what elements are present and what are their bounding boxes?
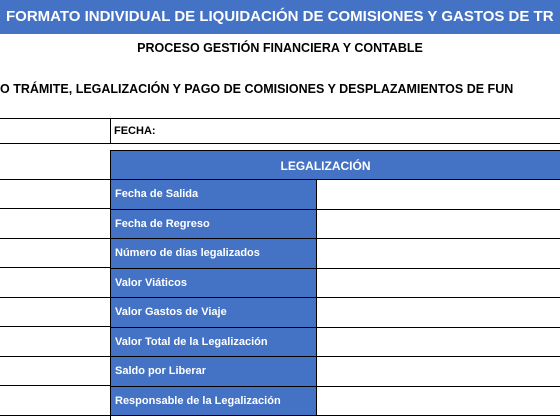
form-title: FORMATO INDIVIDUAL DE LIQUIDACIÓN DE COMISIONES Y GASTOS DE TR <box>0 0 560 34</box>
row-label-fecha-regreso: Fecha de Regreso <box>111 210 317 239</box>
value-cell-fecha-regreso[interactable] <box>317 210 560 239</box>
left-cell[interactable] <box>0 239 110 269</box>
left-cell[interactable] <box>0 209 110 239</box>
value-cell-gastos-viaje[interactable] <box>317 298 560 327</box>
date-row <box>0 118 560 144</box>
table-row <box>111 387 560 417</box>
left-cell[interactable] <box>0 386 110 416</box>
row-label-saldo-liberar: Saldo por Liberar <box>111 357 317 386</box>
column-divider <box>110 119 111 143</box>
table-row <box>111 180 560 210</box>
legalization-heading: LEGALIZACIÓN <box>111 150 560 180</box>
value-cell-responsable[interactable] <box>317 387 560 416</box>
table-row <box>111 210 560 240</box>
value-cell-valor-total[interactable] <box>317 328 560 357</box>
row-label-gastos-viaje: Valor Gastos de Viaje <box>111 298 317 327</box>
value-cell-fecha-salida[interactable] <box>317 180 560 209</box>
row-label-responsable: Responsable de la Legalización <box>111 387 317 416</box>
value-cell-valor-viaticos[interactable] <box>317 269 560 298</box>
left-cell[interactable] <box>0 268 110 298</box>
table-row <box>111 357 560 387</box>
row-label-valor-total: Valor Total de la Legalización <box>111 328 317 357</box>
left-cell[interactable] <box>0 298 110 328</box>
table-row <box>111 239 560 269</box>
left-empty-column <box>0 150 111 420</box>
left-cell[interactable] <box>0 357 110 387</box>
table-row <box>111 328 560 358</box>
left-cell[interactable] <box>0 150 110 180</box>
table-row <box>111 269 560 299</box>
row-label-dias-legalizados: Número de días legalizados <box>111 239 317 268</box>
date-label: FECHA: <box>114 125 156 137</box>
row-label-fecha-salida: Fecha de Salida <box>111 180 317 209</box>
value-cell-saldo-liberar[interactable] <box>317 357 560 386</box>
value-cell-dias-legalizados[interactable] <box>317 239 560 268</box>
process-subtitle: PROCESO GESTIÓN FINANCIERA Y CONTABLE <box>137 41 423 55</box>
left-cell[interactable] <box>0 180 110 210</box>
legalization-table <box>111 180 560 416</box>
left-cell[interactable] <box>0 327 110 357</box>
table-row <box>111 298 560 328</box>
procedure-heading: O TRÁMITE, LEGALIZACIÓN Y PAGO DE COMISIONES Y DESPLAZAMIENTOS DE FUN <box>0 82 514 96</box>
row-label-valor-viaticos: Valor Viáticos <box>111 269 317 298</box>
